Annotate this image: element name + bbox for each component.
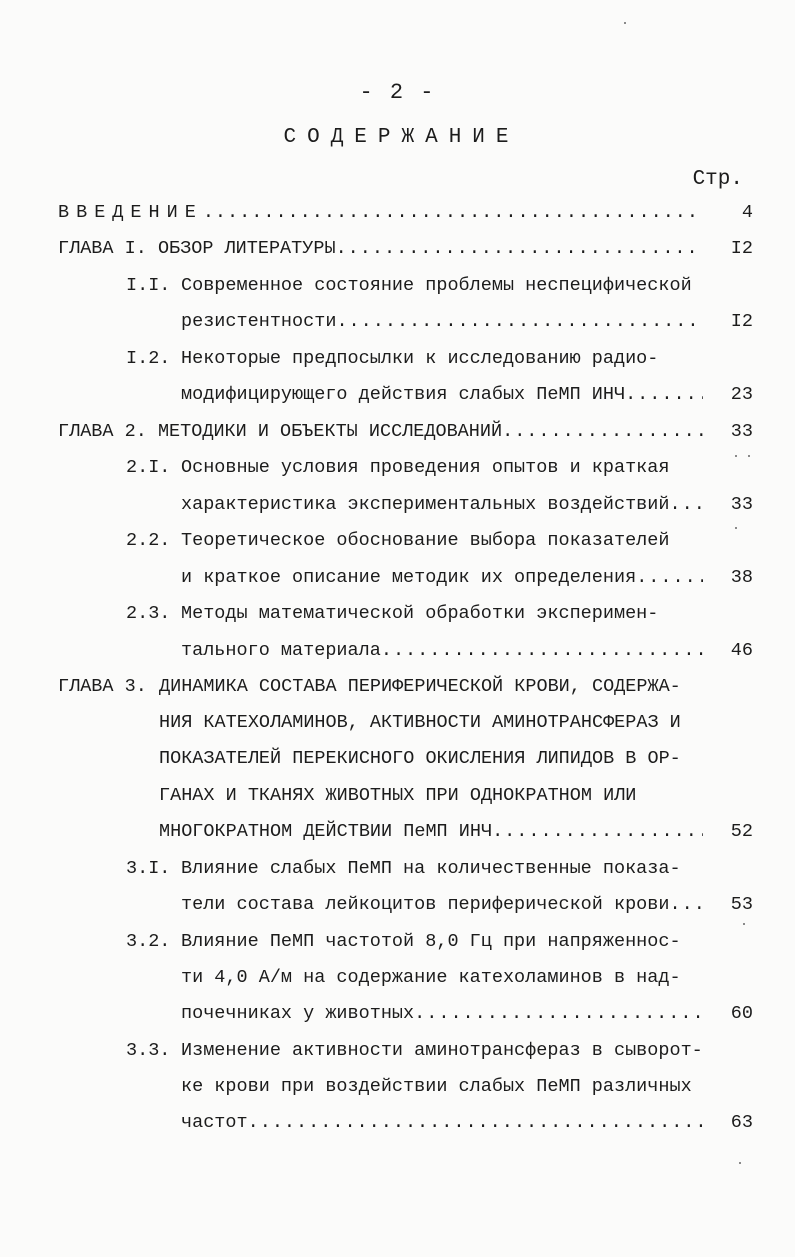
toc-entry-text: частот (181, 1112, 248, 1133)
toc-entry-number: ГЛАВА 3. (58, 676, 147, 697)
toc-page: 46 (730, 640, 753, 661)
toc-entry-2-1 (126, 453, 753, 483)
toc-entry-chapter-3-cont-1 (159, 708, 753, 738)
toc-page: I2 (730, 238, 753, 259)
toc-page: 63 (730, 1112, 753, 1133)
toc-page: 4 (741, 202, 753, 223)
toc-entry-text: характеристика экспериментальных воздействий (181, 494, 670, 515)
page-column-header: Стр. (692, 168, 743, 191)
toc-page: 38 (730, 567, 753, 588)
toc-entry-3-3 (126, 1036, 753, 1066)
scan-speck (735, 527, 737, 529)
toc-entry-text: тели состава лейкоцитов периферической крови (181, 894, 670, 915)
toc-entry-number: ГЛАВА 2. (58, 421, 147, 442)
toc-entry-1-1-cont (181, 307, 753, 337)
toc-entry-number: 2.3. (126, 603, 171, 624)
toc-entry-text: Влияние слабых ПеМП на количественные показа- (181, 858, 681, 879)
toc-entry-2-3 (126, 599, 753, 629)
toc-entry-text: МЕТОДИКИ И ОБЪЕКТЫ ИССЛЕДОВАНИЙ (157, 421, 503, 442)
scan-speck (735, 455, 737, 457)
toc-entry-text: резистентности (181, 311, 337, 332)
toc-leader (336, 307, 703, 337)
toc-entry-text: Изменение активности аминотрансфераз в сыворот- (181, 1040, 703, 1061)
toc-entry-number: I.2. (126, 348, 171, 369)
toc-entry-chapter-2 (58, 417, 753, 447)
toc-entry-text: Современное состояние проблемы неспецифической (181, 275, 692, 296)
toc-entry-chapter-3-cont-4 (159, 817, 753, 847)
toc-entry-1-2 (126, 344, 753, 374)
toc-entry-text: ДИНАМИКА СОСТАВА ПЕРИФЕРИЧЕСКОЙ КРОВИ, СОДЕРЖА- (159, 676, 681, 697)
toc-entry-2-2-cont (181, 563, 753, 593)
toc-entry-text: ке крови при воздействии слабых ПеМП различных (181, 1076, 692, 1097)
toc-entry-3-3-cont-2 (181, 1108, 753, 1138)
toc-entry-number: 2.I. (126, 457, 171, 478)
toc-page: 53 (730, 894, 753, 915)
toc-page: 33 (730, 494, 753, 515)
toc-entry-text: и краткое описание методик их определения (181, 567, 637, 588)
toc-entry-text: почечниках у животных (181, 1003, 415, 1024)
toc-entry-3-1 (126, 854, 753, 884)
toc-entry-text: ОБЗОР ЛИТЕРАТУРЫ (157, 238, 336, 259)
toc-entry-text: ВВЕДЕНИЕ (58, 202, 203, 223)
toc-entry-text: ПОКАЗАТЕЛЕЙ ПЕРЕКИСНОГО ОКИСЛЕНИЯ ЛИПИДОВ В ОР- (159, 748, 681, 769)
toc-page: 33 (730, 421, 753, 442)
toc-leader (669, 890, 703, 920)
toc-leader (336, 234, 703, 264)
toc-entry-text: ГАНАХ И ТКАНЯХ ЖИВОТНЫХ ПРИ ОДНОКРАТНОМ ИЛИ (159, 785, 637, 806)
toc-entry-text: Методы математической обработки эксперимен- (181, 603, 659, 624)
toc-leader (248, 1108, 703, 1138)
toc-entry-text: Влияние ПеМП частотой 8,0 Гц при напряженнос- (181, 931, 681, 952)
toc-entry-text: Основные условия проведения опытов и краткая (181, 457, 670, 478)
toc-entry-2-2 (126, 526, 753, 556)
toc-entry-text: тального материала (181, 640, 381, 661)
scan-speck (624, 22, 626, 24)
toc-entry-number: 3.3. (126, 1040, 171, 1061)
toc-page: 52 (730, 821, 753, 842)
toc-entry-text: НИЯ КАТЕХОЛАМИНОВ, АКТИВНОСТИ АМИНОТРАНСФЕРАЗ И (159, 712, 681, 733)
toc-page: 23 (730, 384, 753, 405)
toc-entry-2-1-cont (181, 490, 753, 520)
toc-entry-2-3-cont (181, 636, 753, 666)
toc-leader (625, 380, 703, 410)
toc-entry-number: I.I. (126, 275, 171, 296)
scan-speck (743, 923, 745, 925)
toc-leader (414, 999, 703, 1029)
toc-entry-text: модифицирующего действия слабых ПеМП ИНЧ (181, 384, 626, 405)
scan-speck (739, 1162, 741, 1164)
toc-entry-introduction (58, 198, 753, 228)
toc-leader (502, 417, 703, 447)
scan-speck (748, 455, 750, 457)
toc-entry-chapter-3-cont-3 (159, 781, 753, 811)
toc-leader (203, 198, 703, 228)
page-title: СОДЕРЖАНИЕ (283, 126, 520, 149)
toc-entry-chapter-1 (58, 234, 753, 264)
toc-entry-number: 2.2. (126, 530, 171, 551)
toc-leader (381, 636, 703, 666)
toc-entry-chapter-3-cont-2 (159, 744, 753, 774)
toc-entry-text: Некоторые предпосылки к исследованию радио- (181, 348, 659, 369)
toc-entry-number: ГЛАВА I. (58, 238, 147, 259)
toc-leader (636, 563, 703, 593)
toc-entry-number: 3.2. (126, 931, 171, 952)
toc-entry-3-2 (126, 927, 753, 957)
toc-entry-1-2-cont (181, 380, 753, 410)
toc-entry-text: Теоретическое обоснование выбора показателей (181, 530, 670, 551)
toc-leader (492, 817, 703, 847)
page-number: - 2 - (359, 80, 436, 105)
toc-entry-text: МНОГОКРАТНОМ ДЕЙСТВИИ ПеМП ИНЧ (159, 821, 493, 842)
toc-entry-text: ти 4,0 А/м на содержание катехоламинов в над- (181, 967, 681, 988)
toc-entry-number: 3.I. (126, 858, 171, 879)
toc-entry-3-2-cont-1 (181, 963, 753, 993)
toc-entry-chapter-3 (58, 672, 753, 702)
toc-entry-1-1 (126, 271, 753, 301)
toc-leader (669, 490, 703, 520)
toc-entry-3-2-cont-2 (181, 999, 753, 1029)
toc-page: I2 (730, 311, 753, 332)
toc-page: 60 (730, 1003, 753, 1024)
toc-entry-3-1-cont (181, 890, 753, 920)
toc-entry-3-3-cont-1 (181, 1072, 753, 1102)
